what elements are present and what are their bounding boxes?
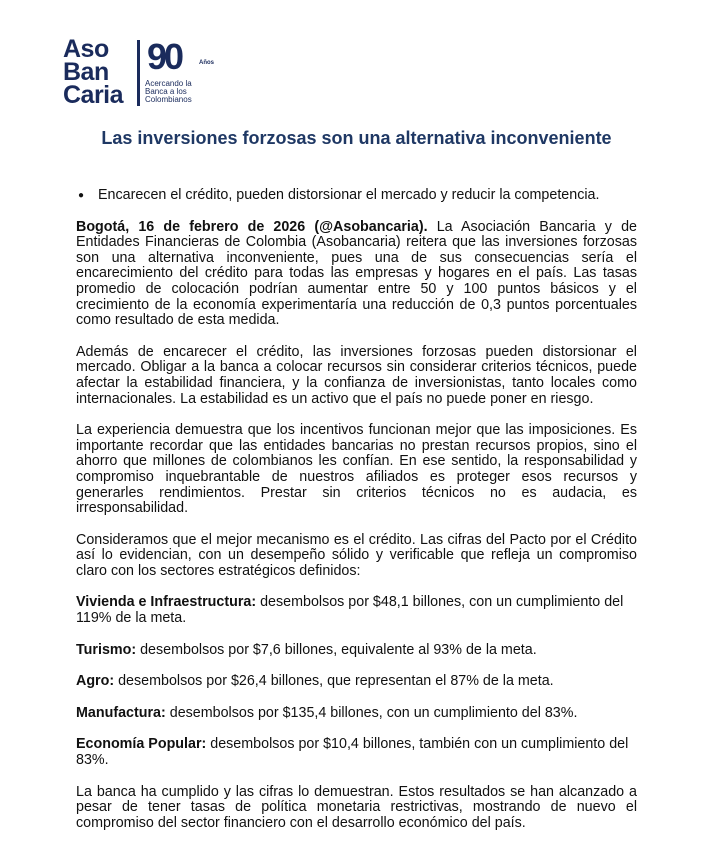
asobancaria-logo	[63, 35, 223, 113]
paragraph-intro	[76, 220, 637, 329]
summary-bullet	[78, 188, 637, 204]
document-title: Las inversiones forzosas son una alternativa inconveniente	[101, 128, 612, 148]
sector-text: desembolsos por $10,4 billones, también con un cumplimiento del 83%.	[76, 736, 629, 769]
logo-divider	[137, 40, 140, 106]
sector-item	[76, 674, 637, 690]
sector-item	[76, 595, 637, 626]
sector-text: desembolsos por $48,1 billones, con un cumplimiento del 119% de la meta.	[76, 594, 624, 627]
sector-item	[76, 737, 637, 768]
sector-name: Agro:	[76, 673, 115, 690]
sector-item	[76, 706, 637, 722]
sector-text: desembolsos por $7,6 billones, equivalente al 93% de la meta.	[136, 641, 537, 658]
anniversary-label: Años	[199, 60, 214, 66]
tagline-line: Acercando la	[145, 79, 192, 88]
sector-item	[76, 643, 637, 659]
intro-text: La Asociación Bancaria y de Entidades Financieras de Colombia (Asobancaria) reitera que las inversiones forzosas son una alternativa inconveniente, pues una de sus consecuencias sería el encarecimiento del crédito para todas las empresas y hogares en el país. Las tasas promedio de colocación podrían aumentar entre 50 y 100 puntos básicos y el crecimiento de la economía experimentaría una reducción de 0,3 puntos porcentuales como resultado de esta medida.	[76, 218, 637, 329]
tagline-line: Colombianos	[145, 95, 192, 104]
logo-line: Caria	[63, 81, 124, 109]
sector-name: Turismo:	[76, 641, 137, 658]
bullet-text: Encarecen el crédito, pueden distorsionar el mercado y reducir la competencia.	[98, 187, 600, 203]
paragraph: La experiencia demuestra que los incentivos funcionan mejor que las imposiciones. Es importante recordar que las entidades bancarias no prestan recursos propios, sino el ahorro que millones de colombianos les confían. En ese sentido, la responsabilidad y compromiso inquebrantable de nuestros afiliados es proteger esos recursos y generarles rendimientos. Prestar sin criterios técnicos no es audacia, es irresponsabilidad.	[76, 422, 637, 517]
dateline: Bogotá, 16 de febrero de 2026 (@Asobancaria).	[76, 218, 428, 235]
paragraph: Además de encarecer el crédito, las inversiones forzosas pueden distorsionar el mercado. Obligar a la banca a colocar recursos sin considerar criterios técnicos, puede afectar la estabilidad financiera, y la confianza de inversionistas, tanto locales como internacionales. La estabilidad es un activo que el país no puede poner en riesgo.	[76, 343, 637, 407]
bullet-icon: ●	[78, 190, 85, 201]
sector-text: desembolsos por $26,4 billones, que representan el 87% de la meta.	[114, 673, 554, 690]
sector-text: desembolsos por $135,4 billones, con un cumplimiento del 83%.	[165, 704, 578, 721]
sector-name: Vivienda e Infraestructura:	[76, 594, 257, 611]
sector-name: Economía Popular:	[76, 736, 207, 753]
logo-tagline	[145, 80, 225, 104]
logo-wordmark	[63, 35, 124, 109]
tagline-line: Banca a los	[145, 87, 187, 96]
logo-line: Ban	[63, 58, 109, 86]
logo-line: Aso	[63, 35, 109, 63]
sector-name: Manufactura:	[76, 704, 166, 721]
paragraph-closing: La banca ha cumplido y las cifras lo demuestran. Estos resultados se han alcanzado a pesar de tener tasas de política monetaria restrictivas, mostrando de nuevo el compromiso del sector financiero con el desarrollo económico del país.	[76, 783, 637, 831]
document-body	[76, 188, 637, 847]
anniversary-number: 90	[147, 36, 182, 77]
paragraph: Consideramos que el mejor mecanismo es el crédito. Las cifras del Pacto por el Crédito así lo evidencian, con un desempeño sólido y verificable que refleja un compromiso claro con los sectores estratégicos definidos:	[76, 531, 637, 579]
